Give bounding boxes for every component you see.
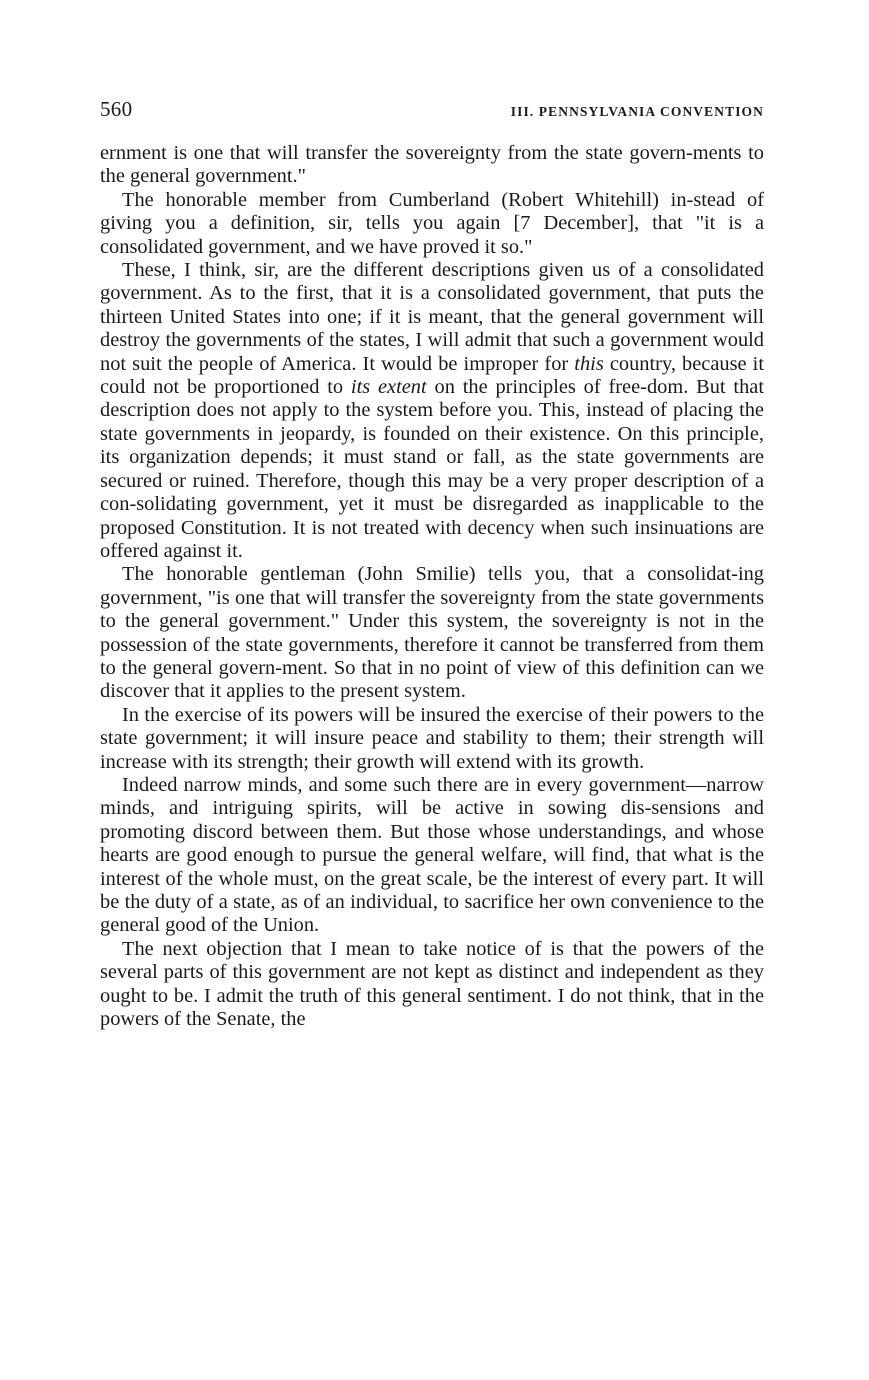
text-run: In the exercise of its powers will be insured the exercise of their powers to the state government; it will insure peace and stability to them; their strength will increase with its strength; their growth will extend with its growth. <box>100 703 764 773</box>
page-number: 560 <box>100 97 133 121</box>
document-page <box>100 96 764 1031</box>
text-run: ernment is one that will transfer the sovereignty from the state govern-ments to the general government." <box>100 142 764 188</box>
paragraph <box>100 563 764 703</box>
running-title: III. PENNSYLVANIA CONVENTION <box>510 104 764 119</box>
text-run: These, I think, sir, are the different descriptions given us of a consolidated government. As to the first, that it is a consolidated government, that puts the thirteen United States into one; if it is meant, that the general government will destroy the governments of the states, I will admit that such a government would not suit the people of America. It would be improper for <box>100 259 764 375</box>
text-run: on the principles of free-dom. But that description does not apply to the system before you. This, instead of placing the state governments in jeopardy, is founded on their existence. On this principle, its organization depends; it must stand or fall, as the state governments are secured or ruined. Therefore, though this may be a very proper description of a con-solidating government, yet it must be disregarded as inapplicable to the proposed Constitution. It is not treated with decency when such insinuations are offered against it. <box>100 376 764 562</box>
text-run: Indeed narrow minds, and some such there are in every government—narrow minds, and intriguing spirits, will be active in sowing dis-sensions and promoting discord between them. But those whose understandings, and whose hearts are good enough to pursue the general welfare, will find, that what is the interest of the whole must, on the great scale, be the interest of every part. It will be the duty of a state, as of an individual, to sacrifice her own convenience to the general good of the Union. <box>100 773 764 937</box>
italic-text: this <box>574 352 604 375</box>
text-run: The honorable gentleman (John Smilie) tells you, that a consolidat-ing government, "is one that will transfer the sovereignty from the state governments to the general government." Under this system, the sovereignty is not in the possession of the state governments, therefore it cannot be transferred from them to the general govern-ment. So that in no point of view of this definition can we discover that it applies to the present system. <box>100 563 764 703</box>
italic-text: its extent <box>350 376 427 399</box>
text-run: The next objection that I mean to take notice of is that the powers of the several parts of this government are not kept as distinct and independent as they ought to be. I admit the truth of this general sentiment. I do not think, that in the powers of the Senate, the <box>100 937 764 1031</box>
paragraph <box>100 704 764 774</box>
text-run: country, because it could not be proportioned to <box>100 352 764 399</box>
text-run: The honorable member from Cumberland (Robert Whitehill) in-stead of giving you a definition, sir, tells you again [7 December], that "it is a consolidated government, and we have proved it so." <box>100 188 764 258</box>
running-head <box>100 96 764 126</box>
paragraph <box>100 142 764 189</box>
paragraph <box>100 189 764 259</box>
paragraph <box>100 259 764 563</box>
body-text <box>100 142 764 1031</box>
paragraph <box>100 938 764 1032</box>
paragraph <box>100 774 764 938</box>
